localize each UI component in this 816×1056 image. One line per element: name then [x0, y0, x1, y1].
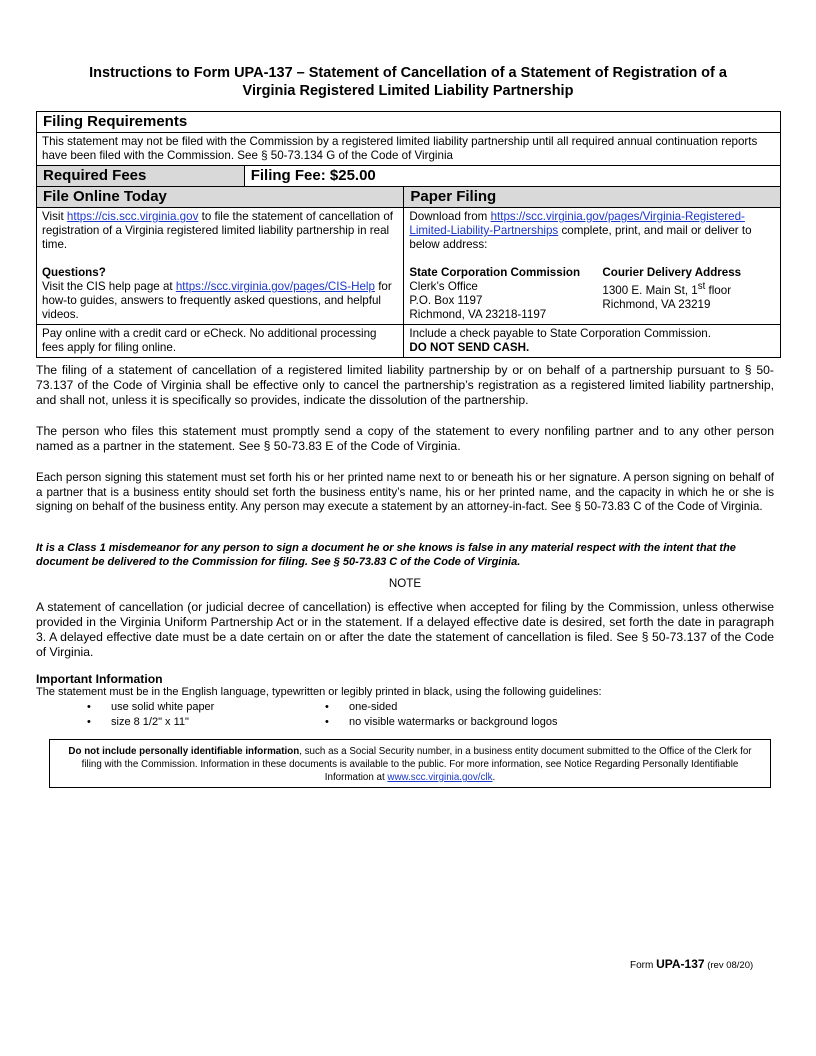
questions-heading: Questions?: [42, 266, 106, 279]
file-online-heading: File Online Today: [37, 187, 404, 208]
paper-download-link[interactable]: https://scc.virginia.gov/pages/Virginia-Registered-Limited-Liability-Partnerships: [409, 210, 745, 237]
paragraph-signature: Each person signing this statement must set forth his or her printed name next to or beneath his or her signature. A person signing on behalf of a partner that is a business entity should set forth the business entity’s name, his or her printed name, and the capacity in which he or she is signing on behalf of the business entity. Any person may execute a statement by an attorney-in-fact. See § 50-73.83 C of the Code of Virginia.: [36, 471, 774, 513]
cis-help-link[interactable]: https://scc.virginia.gov/pages/CIS-Help: [175, 280, 375, 293]
paper-payment-note: [404, 325, 781, 358]
filing-fee: Filing Fee: $25.00: [244, 166, 780, 187]
page-title: [36, 64, 780, 100]
courier-floor-ordinal: st: [697, 281, 706, 292]
paper-download-text: [409, 210, 775, 252]
list-item-text: no visible watermarks or background logos: [349, 716, 558, 728]
questions-prefix: Visit the CIS help page at: [42, 280, 176, 293]
pii-notice-end: .: [492, 772, 496, 783]
paper-payment-warning: DO NOT SEND CASH.: [409, 341, 530, 354]
paper-filing-heading: Paper Filing: [404, 187, 781, 208]
clerk-link[interactable]: www.scc.virginia.gov/clk: [387, 772, 493, 783]
online-visit-suffix: to file the statement of cancellation of registration of a Virginia registered limited liability partnership in real time.: [42, 210, 394, 251]
filing-requirements-heading: Filing Requirements: [37, 112, 781, 133]
filing-requirements-text: This statement may not be filed with the Commission by a registered limited liability partnership until all required annual continuation reports have been filed with the Commission. See § 50-73.134 G of the Code of Virginia: [37, 133, 781, 166]
list-item-text: one-sided: [349, 701, 398, 713]
mailing-address-line1: Clerk’s Office: [409, 280, 478, 293]
bullet-icon: •: [325, 716, 329, 728]
questions-text: [42, 280, 398, 322]
mailing-address: [409, 266, 602, 322]
title-line-2: Virginia Registered Limited Liability Partnership: [242, 83, 574, 99]
misdemeanor-warning: It is a Class 1 misdemeanor for any person to sign a document he or she knows is false in any material respect with the intent that the document be delivered to the Commission for filing. See § 50-73.83 C of the Code of Virginia.: [36, 542, 736, 568]
online-instructions: [37, 208, 404, 325]
paragraph-effect: The filing of a statement of cancellation of a registered limited liability partnership by or on behalf of a partnership pursuant to § 50-73.137 of the Code of Virginia shall be effective only to cancel the partnership’s registration as a registered limited liability partnership, and shall not, unless it is specifically so provides, indicate the dissolution of the partnership.: [36, 363, 774, 407]
courier-address-heading: Courier Delivery Address: [602, 266, 742, 279]
cis-link[interactable]: https://cis.scc.virginia.gov: [66, 210, 199, 223]
bullet-icon: •: [87, 701, 91, 713]
required-fees-heading: Required Fees: [37, 166, 245, 187]
form-footer: [630, 957, 753, 971]
mailing-addresses: [409, 266, 775, 322]
paper-download-suffix: complete, print, and mail or deliver to below address:: [409, 224, 752, 251]
form-revision: (rev 08/20): [704, 960, 754, 971]
courier-address-line1: [602, 280, 775, 298]
online-visit-prefix: Visit: [42, 210, 67, 223]
questions-suffix: for how-to guides, answers to frequently asked questions, and helpful videos.: [42, 280, 392, 321]
list-item-text: use solid white paper: [111, 701, 215, 713]
pii-notice: [49, 739, 771, 788]
mailing-address-heading: State Corporation Commission: [409, 266, 581, 279]
courier-floor: floor: [705, 283, 732, 297]
mailing-address-line2: P.O. Box 1197: [409, 294, 483, 307]
paper-instructions: [404, 208, 781, 325]
bullet-icon: •: [325, 701, 329, 713]
paper-download-prefix: Download from: [409, 210, 491, 223]
paragraph-copy-requirement: The person who files this statement must promptly send a copy of the statement to every nonfiling partner and to any other person named as a partner in the statement. See § 50-73.83 E of the Code of Virginia.: [36, 424, 774, 453]
courier-address: [602, 266, 775, 322]
paper-payment-line1: Include a check payable to State Corporation Commission.: [409, 327, 711, 340]
title-line-1: Instructions to Form UPA-137 – Statement of Cancellation of a Statement of Registration of a: [89, 65, 727, 81]
courier-address-line2: Richmond, VA 23219: [602, 297, 711, 311]
courier-street: 1300 E. Main St, 1: [602, 283, 698, 297]
filing-info-table: [36, 111, 781, 358]
form-number: UPA-137: [656, 957, 705, 971]
online-visit-text: [42, 210, 398, 252]
list-item-text: size 8 1/2" x 11": [111, 716, 189, 728]
pii-notice-text: , such as a Social Security number, in a business entity document submitted to the Office of the Clerk for filing with the Commission. Information in these documents is available to the public. For more information, see Notice Regarding Personally Identifiable Information at: [81, 746, 752, 783]
online-payment-note: Pay online with a credit card or eCheck. No additional processing fees apply for filing online.: [37, 325, 404, 358]
mailing-address-line3: Richmond, VA 23218-1197: [409, 308, 547, 321]
important-info-text: The statement must be in the English language, typewritten or legibly printed in black, using the following guidelines:: [36, 686, 602, 698]
important-info-heading: Important Information: [36, 672, 163, 686]
note-text: A statement of cancellation (or judicial decree of cancellation) is effective when accepted for filing by the Commission, unless otherwise provided in the Virginia Uniform Partnership Act or in the statement. If a delayed effective date is desired, set forth the date in paragraph 3. A delayed effective date must be a date certain on or after the date the statement of cancellation is filed. See § 50-73.137 of the Code of Virginia.: [36, 600, 774, 659]
footer-prefix: Form: [630, 960, 657, 971]
note-heading: NOTE: [388, 577, 422, 590]
pii-notice-bold: Do not include personally identifiable information: [68, 746, 300, 757]
bullet-icon: •: [87, 716, 91, 728]
